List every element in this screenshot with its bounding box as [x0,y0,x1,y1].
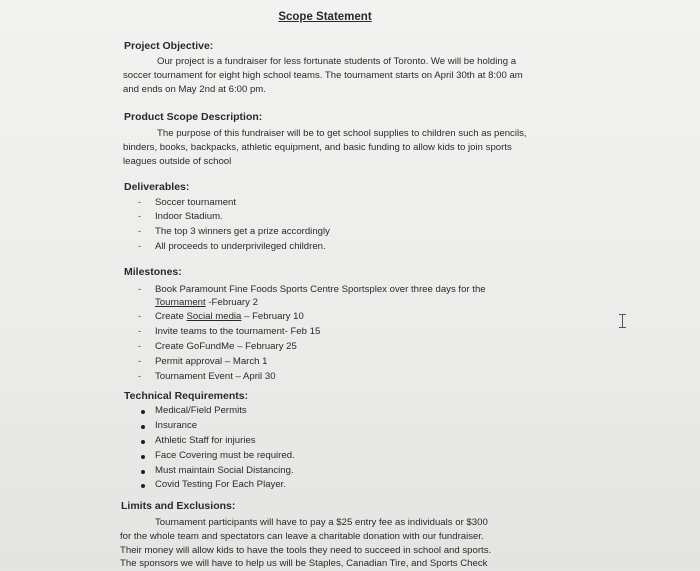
deliverable-item: The top 3 winners get a prize accordingly [155,226,330,237]
milestone-item-continued [155,296,258,310]
deliverable-item: Indoor Stadium. [155,211,223,222]
deliverable-item: Soccer tournament [155,197,237,208]
requirement-item: Covid Testing For Each Player. [155,479,286,490]
milestone-item: Book Paramount Fine Foods Sports Centre Sportsplex over three days for the [155,284,486,295]
social-media-link[interactable]: Social media [186,311,242,322]
requirement-item: Insurance [155,420,198,431]
bullet-icon [141,440,145,444]
dash-marker: - [138,356,141,366]
milestone-prefix: Create [155,311,187,322]
milestone-item: Permit approval – March 1 [155,356,268,367]
limits-heading: Limits and Exclusions: [121,500,236,512]
dash-marker: - [138,226,141,236]
dash-marker: - [138,284,141,294]
milestone-date: -February 2 [205,297,258,308]
dash-marker: - [138,241,141,251]
dash-marker: - [138,371,141,381]
bullet-icon [141,410,145,414]
bullet-icon [141,455,145,459]
bullet-icon [141,484,145,488]
milestone-item: Create GoFundMe – February 25 [155,341,297,352]
dash-marker: - [138,197,141,207]
requirement-item: Face Covering must be required. [155,450,295,461]
page-title: Scope Statement [278,11,372,23]
requirement-item: Athletic Staff for injuries [155,435,256,446]
product-scope-heading: Product Scope Description: [124,111,263,123]
limits-line: Their money will allow kids to have the tools they need to succeed in school and sports. [120,545,492,556]
deliverables-heading: Deliverables: [124,181,190,193]
milestone-item: Tournament Event – April 30 [155,371,276,382]
project-objective-text: Our project is a fundraiser for less fortunate students of Toronto. We will be holding a soccer tournament for eight high school teams. The tournament starts on April 30th at 8:00 am and ends on May 2nd at 6:00 pm. [123,56,523,95]
milestone-item [155,310,304,324]
dash-marker: - [138,311,141,321]
technical-requirements-heading: Technical Requirements: [124,390,249,402]
requirement-item: Medical/Field Permits [155,405,247,416]
dash-marker: - [138,326,141,336]
dash-marker: - [138,341,141,351]
deliverable-item: All proceeds to underprivileged children. [155,241,326,252]
dash-marker: - [138,211,141,221]
limits-line: The sponsors we will have to help us will be Staples, Canadian Tire, and Sports Check [120,558,488,569]
tournament-link[interactable]: Tournament [155,297,206,308]
project-objective-heading: Project Objective: [124,40,214,52]
limits-line: Tournament participants will have to pay a $25 entry fee as individuals or $300 [155,517,488,528]
bullet-icon [141,425,145,429]
requirement-item: Must maintain Social Distancing. [155,465,294,476]
product-scope-text: The purpose of this fundraiser will be to get school supplies to children such as pencils, binders, books, backpacks, athletic equipment, and basic funding to allow kids to join sports leagues outside of school [123,128,527,167]
bullet-icon [141,470,145,474]
milestone-date: – February 10 [241,311,304,322]
milestone-item: Invite teams to the tournament- Feb 15 [155,326,321,337]
limits-line: for the whole team and spectators can leave a charitable donation with our fundraiser. [120,531,484,542]
milestones-heading: Milestones: [124,266,182,278]
text-cursor-icon [619,314,627,328]
